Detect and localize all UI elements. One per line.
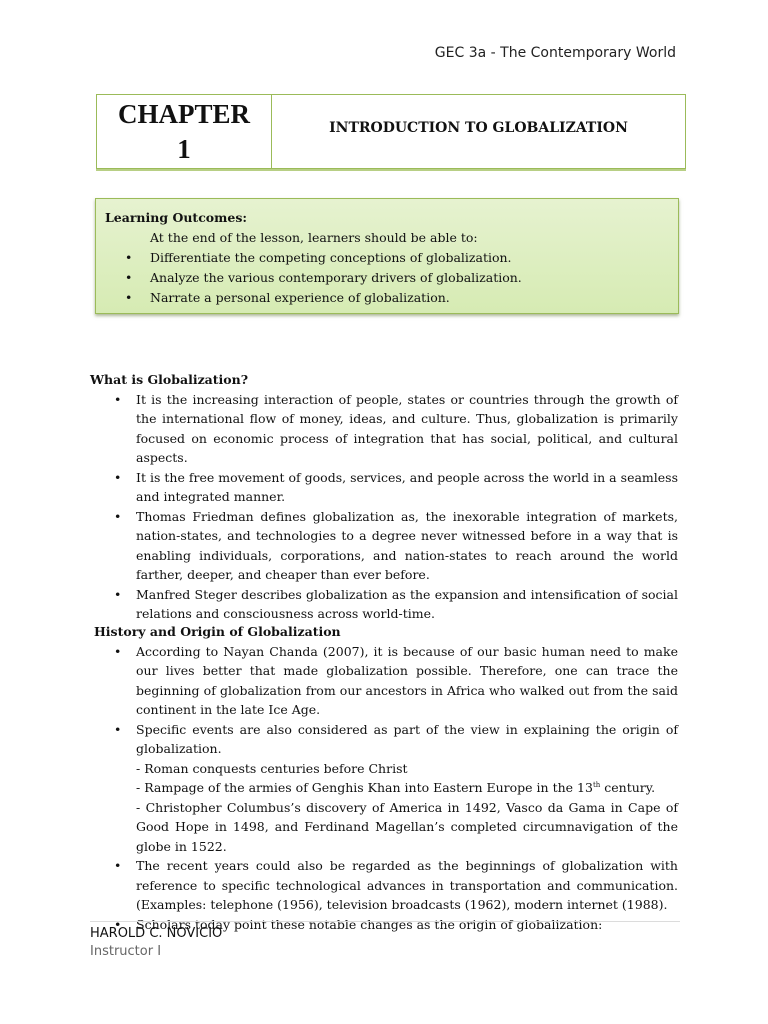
chapter-title: INTRODUCTION TO GLOBALIZATION xyxy=(329,119,628,136)
outcome-item: • Narrate a personal experience of globalization. xyxy=(105,288,669,308)
chapter-number: 1 xyxy=(177,133,191,164)
history-event: - Roman conquests centuries before Christ xyxy=(136,760,408,776)
definition-item: • Thomas Friedman defines globalization as, the inexorable integration of markets, nation-states, and technologies to a degree never witnessed before in a way that is enabling individuals, corporations, and nation-states to reach around the world farther, deeper, and cheaper than ever before. xyxy=(90,507,678,585)
outcome-item: • Differentiate the competing conceptions of globalization. xyxy=(105,248,669,268)
outcome-item: • Analyze the various contemporary drivers of globalization. xyxy=(105,268,669,288)
section-heading: History and Origin of Globalization xyxy=(94,624,341,639)
definition-list xyxy=(90,390,678,624)
history-section xyxy=(90,622,678,934)
history-event: - Christopher Columbus’s discovery of America in 1492, Vasco da Gama in Cape of Good Hope in 1498, and Ferdinand Magellan’s completed circumnavigation of the globe in 1522. xyxy=(136,799,678,854)
definition-item: • Manfred Steger describes globalization as the expansion and intensification of social relations and consciousness across world-time. xyxy=(90,585,678,624)
history-item xyxy=(90,720,678,857)
history-item-intro: • Specific events are also considered as part of the view in explaining the origin of globalization. xyxy=(136,721,678,756)
history-event: - Rampage of the armies of Genghis Khan into Eastern Europe in the 13th century. xyxy=(136,780,656,795)
course-header: GEC 3a - The Contemporary World xyxy=(434,45,676,61)
learning-outcomes-intro: At the end of the lesson, learners should be able to: xyxy=(150,230,478,245)
history-list xyxy=(90,642,678,935)
definition-item: • It is the free movement of goods, services, and people across the world in a seamless and integrated manner. xyxy=(90,468,678,507)
what-is-globalization-section xyxy=(90,370,678,624)
chapter-number-cell xyxy=(97,95,272,168)
chapter-title-table xyxy=(96,94,686,169)
chapter-word: CHAPTER xyxy=(117,98,250,129)
definition-item: • It is the increasing interaction of people, states or countries through the growth of the international flow of money, ideas, and culture. Thus, globalization is primarily focused on economic process of integration that has social, political, and cultural aspects. xyxy=(90,390,678,468)
section-heading: What is Globalization? xyxy=(90,372,249,387)
history-item: • The recent years could also be regarded as the beginnings of globalization with reference to specific technological advances in transportation and communication. (Examples: telephone (1956), television broadcasts (1962), modern internet (1988). xyxy=(90,856,678,915)
learning-outcomes-list xyxy=(105,248,669,308)
learning-outcomes-label: Learning Outcomes: xyxy=(105,210,247,225)
history-item: • According to Nayan Chanda (2007), it is because of our basic human need to make our lives better that made globalization possible. Therefore, one can trace the beginning of globalization from our ancestors in Africa who walked out from the said continent in the late Ice Age. xyxy=(90,642,678,720)
footer-divider xyxy=(90,921,680,922)
history-item: • Scholars today point these notable changes as the origin of globalization: xyxy=(90,915,678,935)
author-name: HAROLD C. NOVICIO xyxy=(90,926,223,941)
author-role: Instructor I xyxy=(90,944,162,959)
learning-outcomes-box xyxy=(95,198,679,314)
